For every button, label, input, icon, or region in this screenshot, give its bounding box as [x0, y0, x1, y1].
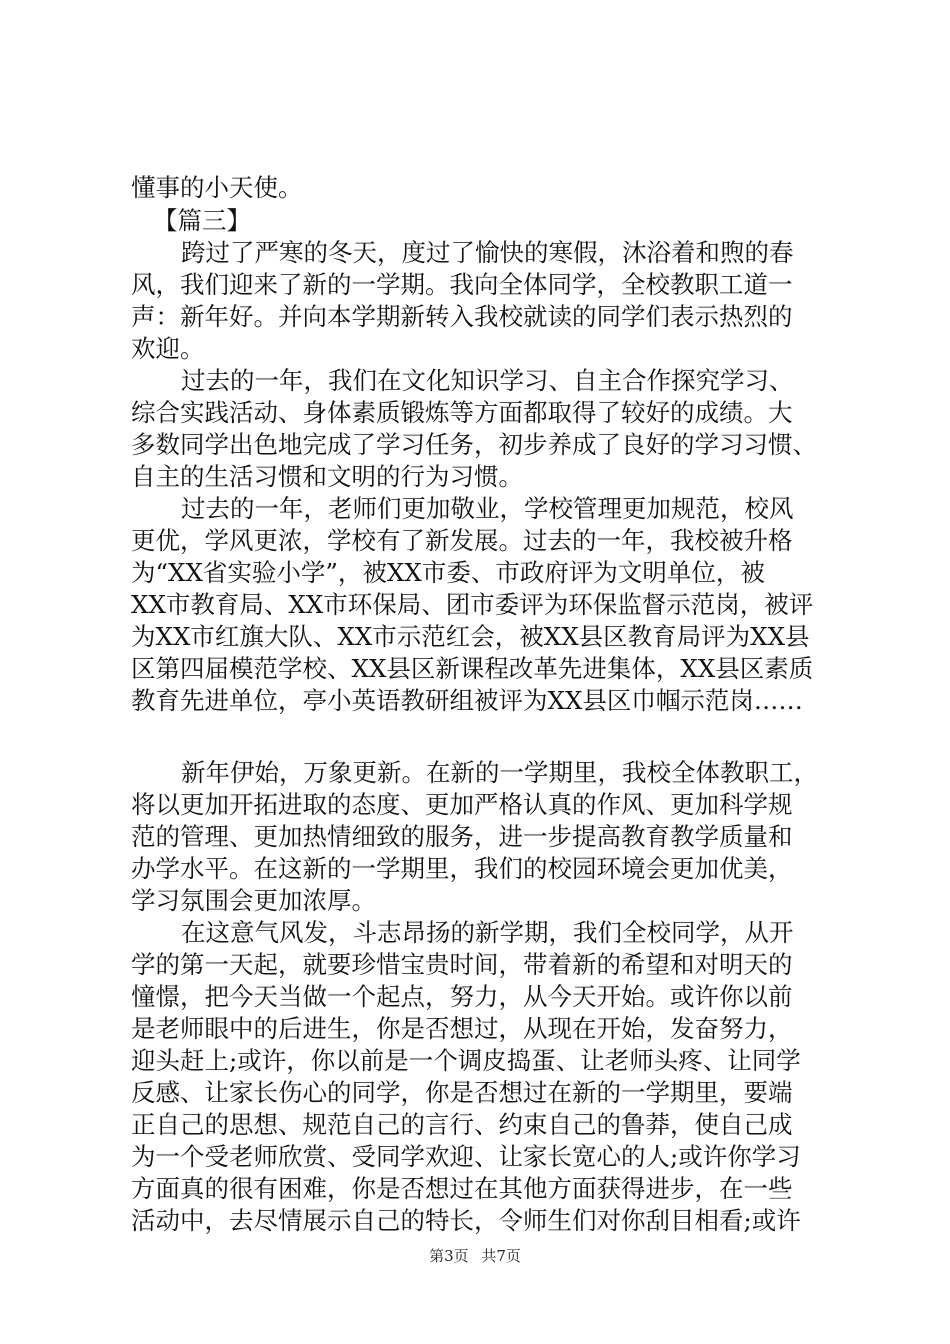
text-line: 是老师眼中的后进生，你是否想过，从现在开始，发奋努力， [131, 1014, 793, 1043]
text-line: 更优，学风更浓，学校有了新发展。过去的一年，我校被升格 [131, 526, 793, 555]
text-line: 懂事的小天使。 [131, 173, 303, 202]
text-line: 风，我们迎来了新的一学期。我向全体同学，全校教职工道一 [131, 270, 793, 299]
text-line: 范的管理、更加热情细致的服务，进一步提高教育教学质量和 [131, 822, 793, 851]
text-line: 学的第一天起，就要珍惜宝贵时间，带着新的希望和对明天的 [131, 950, 793, 979]
text-line: 憧憬，把今天当做一个起点，努力，从今天开始。或许你以前 [131, 982, 793, 1011]
text-line: 为一个受老师欣赏、受同学欢迎、让家长宽心的人;或许你学习 [131, 1142, 801, 1171]
text-line: 活动中，去尽情展示自己的特长，令师生们对你刮目相看;或许 [131, 1206, 801, 1235]
page-number: 第3页 [429, 1247, 469, 1265]
text-line: 将以更加开拓进取的态度、更加严格认真的作风、更加科学规 [131, 790, 793, 819]
text-line: 为XX市红旗大队、XX市示范红会，被XX县区教育局评为XX县 [131, 622, 810, 651]
text-line: 方面真的很有困难，你是否想过在其他方面获得进步，在一些 [131, 1174, 793, 1203]
section-heading: 【篇三】 [153, 206, 251, 235]
text-line: 欢迎。 [131, 334, 205, 363]
text-line: 学习氛围会更加浓厚。 [131, 886, 376, 915]
text-line: 过去的一年，我们在文化知识学习、自主合作探究学习、 [181, 366, 794, 395]
text-line: 教育先进单位，亭小英语教研组被评为XX县区巾帼示范岗…… [131, 686, 803, 715]
text-line: XX市教育局、XX市环保局、团市委评为环保监督示范岗，被评 [131, 590, 814, 619]
page-footer [0, 1246, 950, 1266]
text-line: 办学水平。在这新的一学期里，我们的校园环境会更加优美， [131, 854, 793, 883]
text-line: 迎头赶上;或许，你以前是一个调皮捣蛋、让老师头疼、让同学 [131, 1046, 801, 1075]
text-line: 在这意气风发，斗志昂扬的新学期，我们全校同学，从开 [181, 918, 794, 947]
text-line: 多数同学出色地完成了学习任务，初步养成了良好的学习习惯、 [131, 430, 817, 459]
text-line: 跨过了严寒的冬天，度过了愉快的寒假，沐浴着和煦的春 [181, 238, 794, 267]
text-line: 区第四届模范学校、XX县区新课程改革先进集体，XX县区素质 [131, 654, 814, 683]
text-line: 声：新年好。并向本学期新转入我校就读的同学们表示热烈的 [131, 302, 793, 331]
text-line: 综合实践活动、身体素质锻炼等方面都取得了较好的成绩。大 [131, 398, 793, 427]
text-line: 为“XX省实验小学”，被XX市委、市政府评为文明单位，被 [131, 558, 765, 587]
text-line: 新年伊始，万象更新。在新的一学期里，我校全体教职工， [181, 758, 818, 787]
text-line: 自主的生活习惯和文明的行为习惯。 [131, 462, 523, 491]
text-line: 反感、让家长伤心的同学，你是否想过在新的一学期里，要端 [131, 1078, 793, 1107]
text-line: 过去的一年，老师们更加敬业，学校管理更加规范，校风 [181, 494, 794, 523]
text-line: 正自己的思想、规范自己的言行、约束自己的鲁莽，使自己成 [131, 1110, 793, 1139]
page-total: 共7页 [481, 1247, 521, 1265]
